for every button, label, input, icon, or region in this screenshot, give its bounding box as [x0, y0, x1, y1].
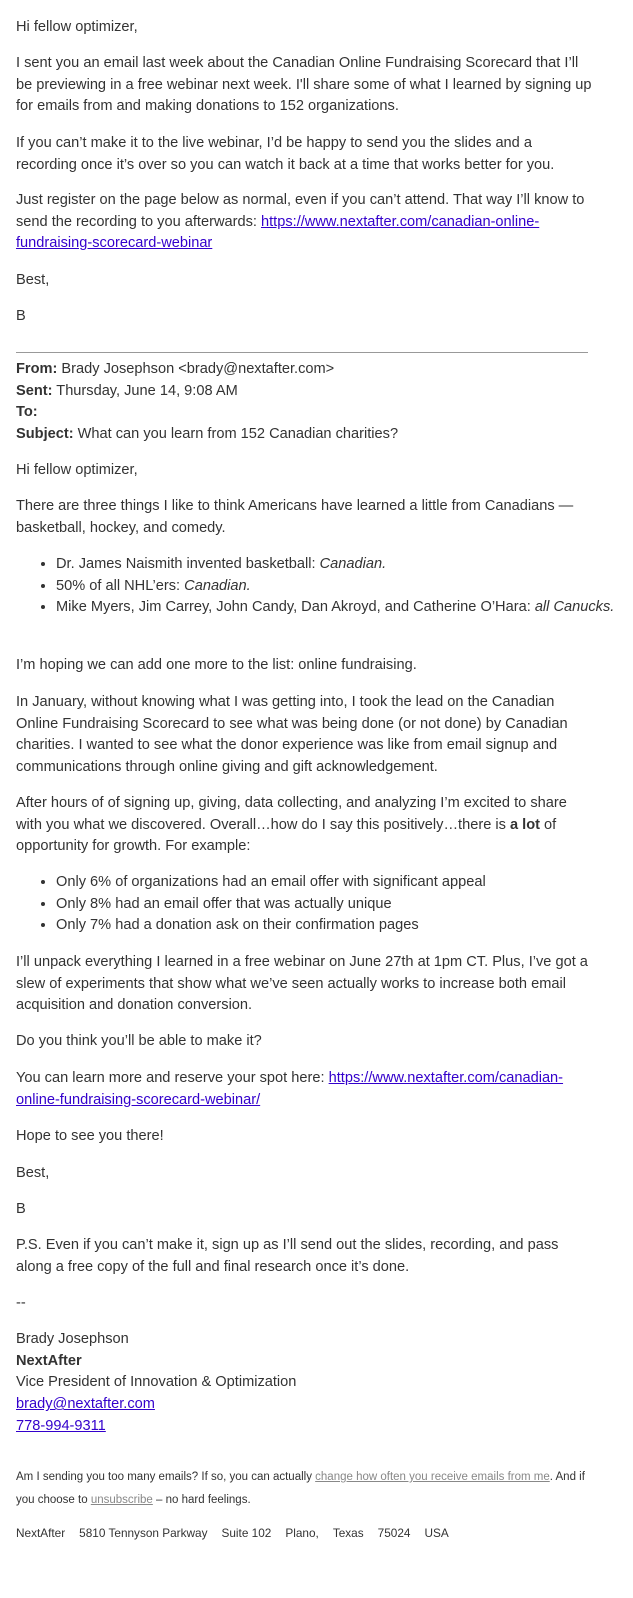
list-item-emphasis: Canadian.: [319, 556, 387, 572]
list-item-text: 50% of all NHL’ers:: [56, 577, 185, 594]
paragraph-4-bold: a lot: [509, 816, 540, 833]
body-paragraph-2: I’m hoping we can add one more to the list: online fundraising.: [16, 657, 417, 673]
company-name: NextAfter: [16, 1352, 82, 1369]
body-paragraph-1: There are three things I like to think Americans have learned a little from Canadians — basketball, hockey, and comedy.: [16, 498, 574, 536]
intro-signoff: Best,: [16, 272, 50, 288]
body-paragraph-3: In January, without knowing what I was getting into, I took the lead on the Canadian Online Fundraising Scorecard to see what was being done (or not done) by Canadian charities. I wanted to see what the donor experience was like from email signup and communications through online giving and gift acknowledgement.: [16, 694, 568, 776]
list-item-text: Mike Myers, Jim Carrey, John Candy, Dan Akroyd, and Catherine O’Hara:: [56, 599, 535, 616]
divider: [16, 352, 588, 353]
subject-label: Subject:: [16, 426, 74, 443]
address-city: Plano,: [285, 1526, 319, 1540]
forward-header: [16, 359, 596, 446]
facts-list: [16, 554, 633, 619]
from-label: From:: [16, 361, 58, 377]
signature-dashes: --: [16, 1295, 26, 1311]
body-greeting: Hi fellow optimizer,: [16, 462, 138, 478]
footer-address: [16, 1522, 596, 1545]
postscript: P.S. Even if you can’t make it, sign up as I’ll send out the slides, recording, and pass along a free copy of the full and final research once it’s done.: [16, 1237, 559, 1275]
to-line: [16, 402, 596, 424]
signature-company: [16, 1351, 596, 1373]
list-item: • Only 8% had an email offer that was actually unique: [56, 894, 633, 916]
list-item-emphasis: all Canucks.: [534, 599, 615, 616]
subject-line: [16, 424, 596, 446]
address-street: 5810 Tennyson Parkway: [79, 1526, 208, 1540]
address-country: USA: [424, 1526, 449, 1540]
signature-name: Brady Josephson: [16, 1331, 129, 1347]
body-paragraph-5: I’ll unpack everything I learned in a free webinar on June 27th at 1pm CT. Plus, I’ve got a slew of experiments that show what we’ve seen actually works to increase both email acquisition and donation conversion.: [16, 954, 588, 1014]
address-state: Texas: [332, 1526, 364, 1540]
list-item: • Only 6% of organizations had an email offer with significant appeal: [56, 872, 633, 894]
stats-list: [16, 872, 633, 937]
signature: [16, 1329, 596, 1438]
to-label: To:: [16, 404, 38, 421]
list-item: [56, 597, 633, 619]
sent-label: Sent:: [16, 382, 53, 399]
intro-paragraph-3-text: Just register on the page below as normal, even if you can’t attend. That way I’ll know to send the recording to you afterwards:: [16, 192, 585, 230]
sent-value: Thursday, June 14, 9:08 AM: [52, 382, 238, 399]
body-paragraph-7: [16, 1068, 596, 1111]
list-item-text: Dr. James Naismith invented basketball:: [56, 556, 320, 572]
list-item: [56, 576, 633, 598]
webinar-link[interactable]: https://www.nextafter.com/canadian-online-fundraising-scorecard-webinar: [16, 213, 540, 252]
paragraph-7-text: You can learn more and reserve your spot here:: [16, 1070, 329, 1086]
footer-text-3: – no hard feelings.: [152, 1494, 251, 1506]
body-initial: B: [16, 1201, 26, 1217]
list-item-emphasis: Canadian.: [184, 577, 251, 594]
intro-greeting: Hi fellow optimizer,: [16, 19, 138, 35]
reserve-spot-link[interactable]: https://www.nextafter.com/canadian-online-fundraising-scorecard-webinar/: [16, 1070, 564, 1108]
intro-paragraph-1: I sent you an email last week about the Canadian Online Fundraising Scorecard that I’ll be previewing in a free webinar next week. I'll share some of what I learned by signing up for emails from and making donations to 152 organizations.: [16, 55, 592, 115]
address-zip: 75024: [377, 1526, 411, 1540]
footer-text-2: . And if you choose to: [16, 1471, 585, 1506]
intro-paragraph-3: [16, 190, 596, 255]
from-line: [16, 359, 596, 381]
email-frequency-link[interactable]: change how often you receive emails from me: [315, 1471, 550, 1483]
signature-title: Vice President of Innovation & Optimization: [16, 1374, 297, 1391]
paragraph-4-text-a: After hours of of signing up, giving, data collecting, and analyzing I’m excited to share with you what we discovered. Overall…how do I say this positively…there is: [16, 795, 567, 833]
body-signoff: Best,: [16, 1165, 50, 1181]
signature-email-link[interactable]: brady@nextafter.com: [16, 1396, 155, 1413]
list-item: [56, 554, 633, 576]
unsubscribe-link[interactable]: unsubscribe: [90, 1494, 153, 1506]
subject-value: What can you learn from 152 Canadian charities?: [73, 426, 399, 443]
paragraph-4-text-b: of opportunity for growth. For example:: [16, 816, 557, 855]
footer-text-1: Am I sending you too many emails? If so, you can actually: [16, 1471, 316, 1483]
address-suite: Suite 102: [221, 1526, 272, 1540]
body-paragraph-8: Hope to see you there!: [16, 1128, 164, 1144]
signature-phone-link[interactable]: 778-994-9311: [16, 1417, 106, 1434]
body-paragraph-6: Do you think you’ll be able to make it?: [16, 1033, 262, 1049]
address-company: NextAfter: [16, 1526, 66, 1540]
body-paragraph-4: [16, 793, 596, 858]
list-item: • Only 7% had a donation ask on their confirmation pages: [56, 915, 633, 937]
intro-initial: B: [16, 308, 26, 324]
footer-preferences: [16, 1466, 596, 1512]
sent-line: [16, 381, 596, 403]
intro-paragraph-2: If you can’t make it to the live webinar, I’d be happy to send you the slides and a recording once it’s over so you can watch it back at a time that works better for you.: [16, 135, 555, 173]
from-value: Brady Josephson <brady@nextafter.com>: [57, 361, 335, 377]
